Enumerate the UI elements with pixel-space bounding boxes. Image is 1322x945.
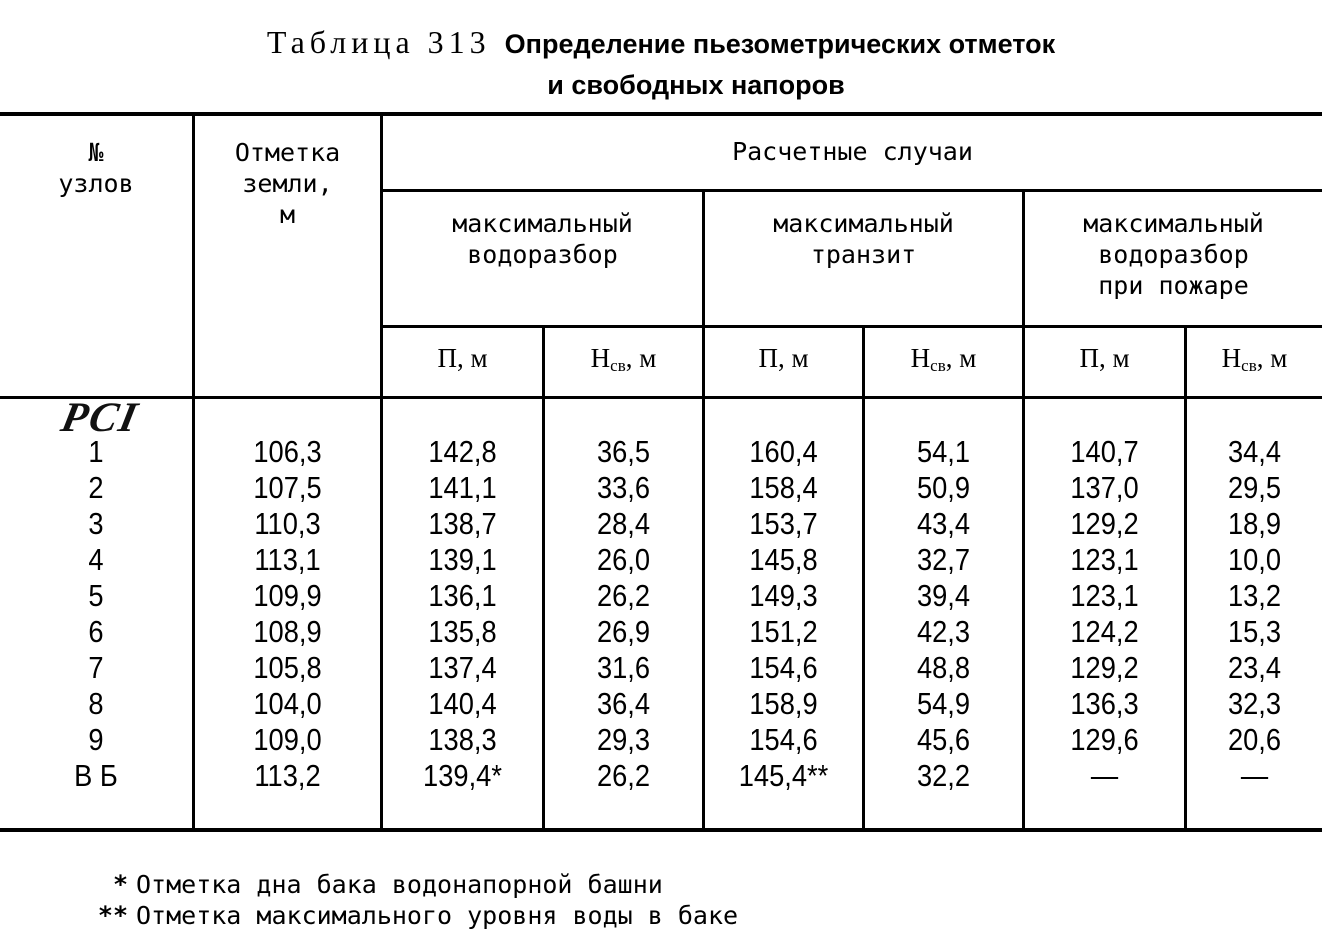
cell-head-case1: 26,2 (596, 578, 651, 613)
table-bottom-rule (0, 828, 1322, 832)
cell-ground-elevation: 110,3 (254, 506, 321, 541)
cell-ground-elevation: 106,3 (253, 434, 322, 469)
header-bottom-rule (0, 396, 1322, 399)
header-case-max-transit: максимальный транзит (773, 209, 954, 269)
cell-head-case2: 32,2 (916, 758, 971, 793)
h-unit: , м (1256, 343, 1288, 373)
cell-head-case2: 54,9 (916, 686, 971, 721)
cell-head-case1: 36,5 (596, 434, 651, 469)
footnote-mark: ** (97, 901, 128, 930)
header-p-case1 (383, 343, 542, 373)
cell-head-case1: 31,6 (596, 650, 651, 685)
h-label: H (1221, 343, 1242, 373)
h-unit: , м (945, 343, 977, 373)
h-sub: св (930, 356, 946, 375)
cell-piezo-case2: 153,7 (749, 506, 818, 541)
header-case-max-draw: максимальный водоразбор (452, 209, 633, 269)
cell-head-case3: 29,5 (1227, 470, 1282, 505)
cell-piezo-case2: 145,4** (738, 758, 829, 793)
cell-piezo-case3: 124,2 (1070, 614, 1139, 649)
cell-ground-elevation: 109,0 (253, 722, 322, 757)
footnote-2 (92, 901, 738, 931)
cell-piezo-case1: 140,4 (428, 686, 497, 721)
cell-head-case1: 29,3 (596, 722, 651, 757)
cell-node-number: 4 (88, 542, 104, 577)
cell-node-number: 7 (88, 650, 104, 685)
p-label: П, м (758, 343, 809, 373)
h-label: H (910, 343, 931, 373)
cell-piezo-case1: 138,7 (428, 506, 497, 541)
header-design-cases: Расчетные случаи (732, 137, 973, 166)
cell-node-number: 9 (88, 722, 104, 757)
header-p-case3 (1025, 343, 1184, 373)
cell-head-case3: 10,0 (1227, 542, 1282, 577)
cell-head-case3: 13,2 (1227, 578, 1282, 613)
cell-ground-elevation: 113,2 (254, 758, 321, 793)
cell-head-case2: 48,8 (916, 650, 971, 685)
cell-head-case2: 50,9 (916, 470, 971, 505)
footnote-mark: * (112, 870, 128, 899)
cell-ground-elevation: 108,9 (253, 614, 322, 649)
cell-head-case3: 20,6 (1227, 722, 1282, 757)
cell-head-case2: 43,4 (916, 506, 971, 541)
header-h-case3 (1187, 343, 1322, 381)
cell-head-case1: 26,9 (596, 614, 651, 649)
footnote-text: Отметка дна бака водонапорной башни (136, 870, 663, 899)
cell-piezo-case1: 139,1 (428, 542, 497, 577)
cell-head-case2: 42,3 (916, 614, 971, 649)
cell-node-number: 3 (88, 506, 104, 541)
column-divider (862, 326, 865, 830)
cell-piezo-case2: 154,6 (749, 650, 818, 685)
table-top-rule (0, 112, 1322, 116)
cell-node-number: В Б (74, 758, 118, 793)
cell-head-case2: 45,6 (916, 722, 971, 757)
cell-piezo-case3: 129,2 (1070, 506, 1139, 541)
cell-ground-elevation: 105,8 (253, 650, 322, 685)
cell-piezo-case2: 158,4 (749, 470, 818, 505)
cell-piezo-case3: 123,1 (1070, 578, 1139, 613)
cell-ground-elevation: 109,9 (253, 578, 322, 613)
column-divider (542, 326, 545, 830)
cell-piezo-case1: 135,8 (428, 614, 497, 649)
cell-piezo-case3: 123,1 (1070, 542, 1139, 577)
h-label: H (590, 343, 611, 373)
cell-node-number: 1 (88, 434, 104, 469)
cell-head-case3: 23,4 (1227, 650, 1282, 685)
cell-piezo-case2: 160,4 (749, 434, 818, 469)
cell-piezo-case3: 129,2 (1070, 650, 1139, 685)
cell-piezo-case3: — (1090, 758, 1119, 793)
cell-head-case3: 32,3 (1227, 686, 1282, 721)
cell-piezo-case1: 138,3 (428, 722, 497, 757)
cell-piezo-case1: 141,1 (428, 470, 497, 505)
cell-piezo-case1: 137,4 (428, 650, 497, 685)
cell-piezo-case3: 129,6 (1070, 722, 1139, 757)
cases-divider-rule (381, 189, 1322, 192)
cell-ground-elevation: 113,1 (254, 542, 321, 577)
cell-head-case2: 39,4 (916, 578, 971, 613)
cell-head-case3: 15,3 (1227, 614, 1282, 649)
cell-head-case3: — (1240, 758, 1269, 793)
cell-piezo-case2: 154,6 (749, 722, 818, 757)
header-h-case2 (865, 343, 1022, 381)
column-divider (1184, 326, 1187, 830)
table-caption-line1: Определение пьезометрических отметок (504, 29, 1056, 59)
cell-head-case1: 26,0 (596, 542, 651, 577)
cell-head-case2: 32,7 (916, 542, 971, 577)
cell-piezo-case1: 142,8 (428, 434, 497, 469)
cell-head-case1: 28,4 (596, 506, 651, 541)
header-ground-elevation: Отметка земли, м (234, 138, 341, 229)
cell-node-number: 8 (88, 686, 104, 721)
cell-piezo-case3: 137,0 (1070, 470, 1139, 505)
header-p-case2 (705, 343, 862, 373)
cell-head-case1: 36,4 (596, 686, 651, 721)
cell-piezo-case1: 139,4* (423, 758, 502, 793)
header-case-fire: максимальный водоразбор при пожаре (1083, 209, 1264, 300)
subcases-divider-rule (381, 325, 1322, 328)
cell-ground-elevation: 107,5 (253, 470, 322, 505)
header-h-case1 (545, 343, 702, 381)
table-caption-line2: и свободных напоров (547, 70, 845, 100)
cell-head-case2: 54,1 (916, 434, 971, 469)
cell-piezo-case2: 145,8 (749, 542, 818, 577)
cell-head-case1: 33,6 (596, 470, 651, 505)
cell-piezo-case2: 158,9 (749, 686, 818, 721)
h-unit: , м (625, 343, 657, 373)
cell-node-number: 2 (88, 470, 104, 505)
cell-piezo-case2: 149,3 (749, 578, 818, 613)
column-divider (702, 190, 705, 830)
cell-piezo-case2: 151,2 (749, 614, 818, 649)
h-sub: св (1241, 356, 1257, 375)
footnote-text: Отметка максимального уровня воды в баке (136, 901, 739, 930)
cell-piezo-case1: 136,1 (428, 578, 497, 613)
h-sub: св (610, 356, 626, 375)
cell-head-case3: 18,9 (1227, 506, 1282, 541)
cell-piezo-case3: 140,7 (1070, 434, 1139, 469)
cell-ground-elevation: 104,0 (253, 686, 322, 721)
header-node-number: № узлов (58, 138, 134, 198)
cell-node-number: 5 (88, 578, 104, 613)
p-label: П, м (1079, 343, 1130, 373)
handwritten-mark: РСI (57, 395, 143, 441)
footnote-1 (92, 870, 663, 900)
table-number: Таблица 313 (266, 24, 491, 60)
cell-head-case3: 34,4 (1227, 434, 1282, 469)
p-label: П, м (437, 343, 488, 373)
cell-node-number: 6 (88, 614, 104, 649)
cell-head-case1: 26,2 (596, 758, 651, 793)
table-title (0, 24, 1322, 103)
cell-piezo-case3: 136,3 (1070, 686, 1139, 721)
